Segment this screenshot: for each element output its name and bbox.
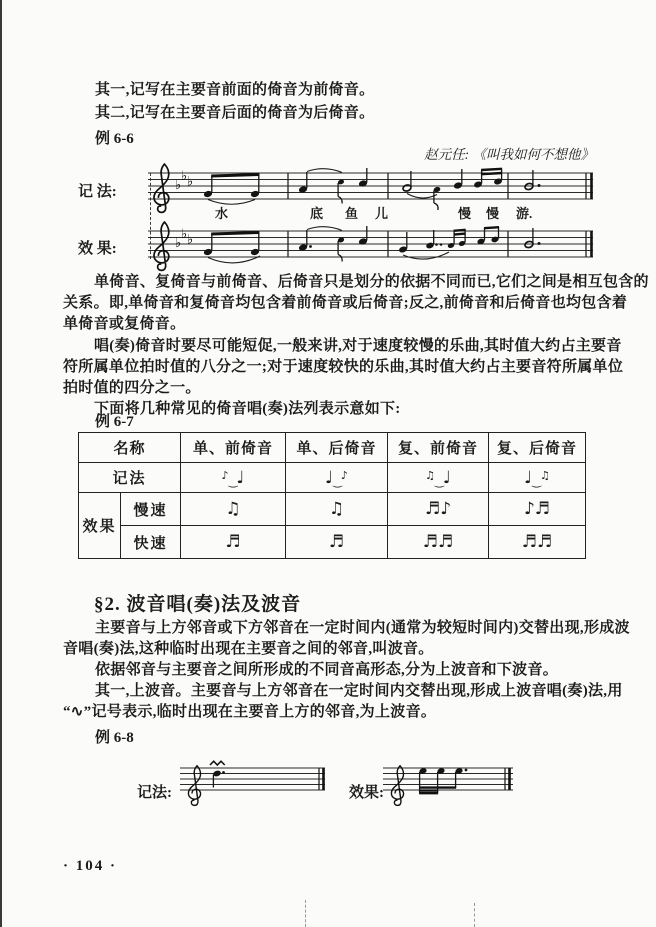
treble-clef-icon bbox=[154, 164, 169, 212]
treble-clef-icon bbox=[391, 766, 403, 806]
notation-label-6-6: 记 法: bbox=[78, 184, 117, 200]
key-flat: ♭ bbox=[187, 232, 194, 248]
effect-staff-6-8 bbox=[383, 760, 518, 802]
section2-line: “∿”记号表示,临时出现在主要音上方的邻音,为上波音。 bbox=[63, 704, 437, 720]
lyric: 鱼 bbox=[345, 206, 359, 221]
page-number: · 104 · bbox=[63, 858, 118, 874]
notation-cell: ♫‿♩ bbox=[388, 463, 489, 493]
slow-cell: ♬♪ bbox=[388, 493, 489, 526]
notation-cell: ♩‿♪ bbox=[286, 463, 388, 493]
section2-line: 依据邻音与主要音之间所形成的不同音高形态,分为上波音和下波音。 bbox=[95, 662, 559, 678]
header-multi-after: 复、后倚音 bbox=[489, 433, 586, 463]
lyric: 儿 bbox=[375, 206, 389, 221]
key-flat: ♭ bbox=[181, 227, 188, 242]
intro-line-1: 其一,记写在主要音前面的倚音为前倚音。 bbox=[95, 82, 375, 98]
slow-cell: ♪♬ bbox=[489, 493, 586, 526]
body-paragraphs bbox=[63, 270, 649, 418]
treble-clef-icon bbox=[154, 222, 169, 270]
lyric: 慢 bbox=[458, 206, 472, 221]
body-line: 单倚音、复倚音与前倚音、后倚音只是划分的依据不同而已,它们之间是相互包含的 bbox=[94, 274, 649, 290]
staff-lines bbox=[180, 768, 325, 790]
section-2-heading: §2. 波音唱(奏)法及波音 bbox=[94, 594, 302, 615]
effect-label-6-6: 效 果: bbox=[78, 241, 117, 257]
lyric: 底 bbox=[310, 206, 324, 221]
effect-staff-6-6 bbox=[148, 226, 595, 272]
slow-effect-row bbox=[79, 493, 586, 526]
fast-effect-row bbox=[79, 526, 586, 559]
notation-staff-6-8 bbox=[180, 760, 330, 802]
body-line: 符所属单位拍时值的八分之一;对于速度较快的乐曲,其时值大约占主要音符所属单位 bbox=[63, 358, 624, 375]
key-flat: ♭ bbox=[181, 169, 188, 184]
fast-label: 快速 bbox=[121, 526, 181, 559]
song-attribution: 赵元任: 《叫我如何不想他》 bbox=[424, 147, 594, 162]
notation-cell: ♩‿♫ bbox=[489, 463, 586, 493]
lyric: 游. bbox=[516, 206, 533, 221]
fast-cell: ♬♬ bbox=[489, 526, 586, 559]
key-flat: ♭ bbox=[187, 174, 194, 190]
lyric: 水 bbox=[215, 206, 229, 221]
effect-row-label: 效果 bbox=[79, 493, 121, 559]
section2-line: 主要音与上方邻音或下方邻音在一定时间内(通常为较短时间内)交替出现,形成波 bbox=[95, 620, 630, 636]
treble-clef-icon bbox=[188, 766, 200, 806]
body-line: 单倚音或复倚音。 bbox=[63, 316, 186, 333]
slow-label: 慢速 bbox=[121, 493, 181, 526]
key-flat: ♭ bbox=[175, 178, 182, 193]
notation-cell: ♪‿♩ bbox=[181, 463, 286, 493]
grace-note-table bbox=[78, 432, 586, 559]
body-line: 关系。即,单倚音和复倚音均包含着前倚音或后倚音;反之,前倚音和后倚音也均包含着 bbox=[63, 295, 628, 312]
table-header-row bbox=[79, 433, 586, 463]
mordent-icon bbox=[210, 761, 225, 765]
example-6-8-label: 例 6-8 bbox=[95, 730, 134, 746]
key-flat: ♭ bbox=[175, 236, 182, 251]
section2-line: 音唱(奏)法,这种临时出现在主要音之间的邻音,叫波音。 bbox=[63, 641, 434, 657]
slow-cell: ♫ bbox=[181, 493, 286, 526]
example-6-6-label: 例 6-6 bbox=[95, 131, 134, 147]
section2-line: 其一,上波音。主要音与上方邻音在一定时间内交替出现,形成上波音唱(奏)法,用 bbox=[95, 683, 623, 699]
slow-cell: ♫ bbox=[286, 493, 388, 526]
notation-row bbox=[79, 463, 586, 493]
scan-artifact-mark bbox=[474, 903, 475, 927]
body-line: 唱(奏)倚音时要尽可能短促,一般来讲,对于速度较慢的乐曲,其时值大约占主要音 bbox=[94, 337, 622, 354]
header-multi-before: 复、前倚音 bbox=[388, 433, 489, 463]
header-single-after: 单、后倚音 bbox=[286, 433, 388, 463]
fast-cell: ♬ bbox=[286, 526, 388, 559]
scan-artifact-mark bbox=[305, 900, 306, 927]
header-single-before: 单、前倚音 bbox=[181, 433, 286, 463]
effect-label-6-8: 效果: bbox=[349, 785, 384, 801]
scan-left-edge bbox=[0, 0, 2, 927]
body-line: 拍时值的四分之一。 bbox=[63, 379, 201, 396]
intro-line-2: 其二,记写在主要音后面的倚音为后倚音。 bbox=[95, 105, 375, 121]
lyric: 慢 bbox=[486, 206, 500, 221]
example-6-7-label: 例 6-7 bbox=[95, 414, 134, 430]
notation-label-6-8: 记法: bbox=[137, 785, 172, 801]
notation-row-label: 记法 bbox=[79, 463, 181, 493]
fast-cell: ♬ bbox=[181, 526, 286, 559]
fast-cell: ♬♬ bbox=[388, 526, 489, 559]
body-line: 下面将几种常见的倚音唱(奏)法列表示意如下: bbox=[94, 401, 401, 418]
header-name: 名称 bbox=[79, 433, 181, 463]
